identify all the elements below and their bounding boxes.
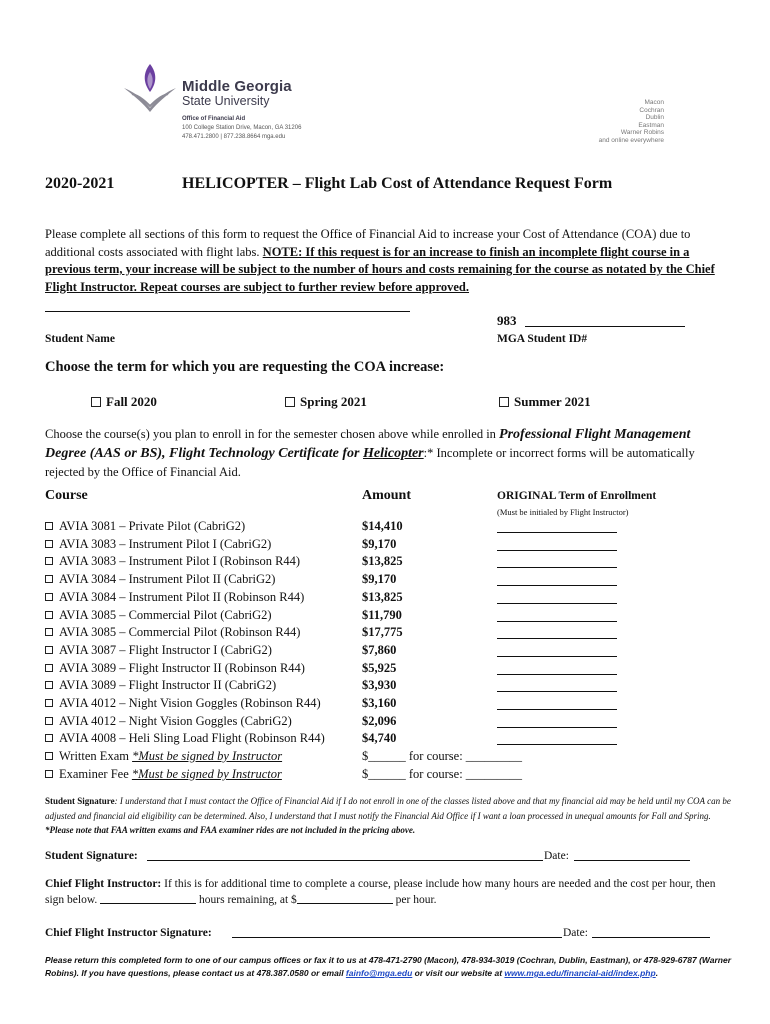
student-signature-field[interactable] [147,860,543,861]
signature-disclaimer [45,794,735,838]
website-intro-text: or visit our website at [412,968,505,978]
initials-field[interactable] [497,691,617,692]
chief-instructor-section [45,876,735,908]
checkbox[interactable] [45,699,53,707]
course-row[interactable] [45,731,325,746]
initials-field[interactable] [497,567,617,568]
chief-instructor-signature-label: Chief Flight Instructor Signature: [45,927,212,939]
checkbox[interactable] [91,397,101,407]
examiner-fee-row[interactable] [45,767,282,782]
course-label: AVIA 3087 – Flight Instructor I (CabriG2) [59,643,272,657]
examiner-fee-label: Examiner Fee [59,767,132,781]
checkbox[interactable] [45,593,53,601]
checkbox[interactable] [45,734,53,742]
program-type: Helicopter [362,446,424,461]
checkbox[interactable] [45,540,53,548]
program-name: Professional Flight Management Degree (AAS or BS), Flight Technology Certificate for [45,427,691,461]
checkbox[interactable] [45,664,53,672]
chief-instructor-signature-field[interactable] [232,937,562,938]
campus-item: Macon [644,99,664,106]
student-date-field[interactable] [574,860,690,861]
course-label: AVIA 3084 – Instrument Pilot II (CabriG2) [59,572,276,586]
course-row[interactable] [45,590,304,605]
student-name-label: Student Name [45,333,115,345]
student-name-field[interactable] [45,311,410,312]
course-amount: $3,160 [362,696,397,710]
checkbox[interactable] [45,522,53,530]
course-label: AVIA 4012 – Night Vision Goggles (Robinson R44) [59,696,321,710]
university-name: Middle Georgia [182,78,292,95]
intro-paragraph [45,226,735,296]
initials-field[interactable] [497,656,617,657]
course-amount: $5,925 [362,661,397,675]
university-subtitle: State University [182,94,270,108]
campus-item: Dublin [645,114,664,122]
examiner-fee-amount[interactable]: $______ for course: _________ [362,767,523,781]
written-exam-amount[interactable]: $______ for course: _________ [362,749,523,763]
initials-field[interactable] [497,621,617,622]
campus-list [560,99,664,145]
course-amount: $11,790 [362,608,402,622]
initials-field[interactable] [497,638,617,639]
written-exam-row[interactable] [45,749,282,764]
campus-item: Cochran [639,106,664,114]
cost-per-hour-field[interactable] [297,892,393,904]
course-row[interactable] [45,714,292,729]
course-label: AVIA 3089 – Flight Instructor II (CabriG2) [59,678,277,692]
checkbox[interactable] [45,770,53,778]
course-label: AVIA 3084 – Instrument Pilot II (Robinson R44) [59,590,305,604]
course-amount: $2,096 [362,714,397,728]
checkbox[interactable] [45,752,53,760]
course-instructions-text: Choose the course(s) you plan to enroll in for the semester chosen above while enrolled in [45,427,500,441]
course-amount: $4,740 [362,731,397,745]
course-label: AVIA 3083 – Instrument Pilot I (CabriG2) [59,537,272,551]
course-amount: $14,410 [362,519,403,533]
checkbox[interactable] [45,681,53,689]
course-label: AVIA 3083 – Instrument Pilot I (Robinson R44) [59,554,301,568]
course-row[interactable] [45,519,245,534]
checkbox[interactable] [499,397,509,407]
course-instructions-warning: :* Incomplete or incorrect forms will be automatically rejected by the Office of Financial Aid. [45,446,695,479]
chief-instructor-label: Chief Flight Instructor: [45,878,162,890]
course-label: AVIA 3085 – Commercial Pilot (CabriG2) [59,608,272,622]
course-row[interactable] [45,554,300,569]
hours-remaining-text: hours remaining, at $ [196,894,297,906]
initials-field[interactable] [497,744,617,745]
campus-item: Warner Robins [620,129,664,137]
checkbox[interactable] [45,575,53,583]
examiner-fee-note: *Must be signed by Instructor [131,767,282,781]
course-label: AVIA 3085 – Commercial Pilot (Robinson R44) [59,625,301,639]
student-id-field[interactable] [525,326,685,327]
term-option-summer[interactable] [499,394,591,410]
original-term-column-header: ORIGINAL Term of Enrollment [497,490,657,502]
course-row[interactable] [45,537,271,552]
course-label: AVIA 4012 – Night Vision Goggles (CabriG2) [59,714,292,728]
initials-field[interactable] [497,674,617,675]
campus-item: Eastman [638,121,664,129]
amount-column-header: Amount [362,488,412,503]
checkbox[interactable] [285,397,295,407]
per-hour-text: per hour. [392,894,437,906]
course-row[interactable] [45,608,272,623]
course-amount: $9,170 [362,537,397,551]
return-instructions-text: Please return this completed form to one of our campus offices or fax it to us at 478-471-2790 (Macon), 478-934-3019 (Cochran, Dublin, Eastman), or 478-929-6787 (Warner Robins). If you have questions, please contact us at 478.387.0580 or email [45,955,732,978]
student-id-prefix: 983 [497,313,517,328]
course-column-header: Course [45,488,88,503]
university-logo [120,62,180,114]
course-amount: $9,170 [362,572,397,586]
course-row[interactable] [45,661,305,676]
signature-disclaimer-label: Student Signature [45,796,115,806]
initials-field[interactable] [497,727,617,728]
initials-field[interactable] [497,709,617,710]
office-name: Office of Financial Aid [182,116,246,122]
term-label: Spring 2021 [300,394,367,409]
checkbox[interactable] [45,557,53,565]
signature-disclaimer-text: : I understand that I must contact the Office of Financial Aid if I do not enroll in one of the classes listed above and that my financial aid may be held until my COA can be adjusted and financial aid eligibility can be determined. Also, I understand that I must notify the Financial Aid Office if I want a loan processed in unequal amounts for Fall and Spring. [45,796,731,821]
initials-field[interactable] [497,585,617,586]
course-instructions [45,425,735,481]
chief-instructor-date-field[interactable] [592,937,710,938]
written-exam-note: *Must be signed by Instructor [132,749,283,763]
course-amount: $13,825 [362,590,403,604]
intro-note: NOTE: If this request is for an increase to finish an incomplete flight course in a previous term, your increase will be subject to the number of hours and costs remaining for the course as notated by the Chief Flight Instructor. Repeat courses are subject to further review before approved. [45,244,715,294]
student-signature-label: Student Signature: [45,850,138,862]
website-link[interactable]: www.mga.edu/financial-aid/index.php [504,968,656,978]
course-row[interactable] [45,625,300,640]
course-row[interactable] [45,572,275,587]
form-year: 2020-2021 [45,175,115,192]
course-label: AVIA 4008 – Heli Sling Load Flight (Robinson R44) [59,731,325,745]
term-heading: Choose the term for which you are requesting the COA increase: [45,359,445,375]
written-exam-label: Written Exam [59,749,133,763]
term-label: Summer 2021 [514,394,591,409]
course-amount: $17,775 [362,625,403,639]
office-phones: 478.471.2800 | 877.238.8664 mga.edu [182,134,286,140]
course-amount: $3,930 [362,678,397,692]
chief-instructor-text: If this is for additional time to complete a course, please include how many hours are needed and the cost per hour, then sign below. [45,878,716,906]
student-date-label: Date: [544,850,569,862]
form-title: HELICOPTER – Flight Lab Cost of Attendance Request Form [182,175,613,192]
return-instructions [45,954,735,980]
initials-field[interactable] [497,603,617,604]
signature-disclaimer-bold: *Please note that FAA written exams and FAA examiner rides are not included in the pricing above. [45,825,416,835]
original-term-subheader: (Must be initialed by Flight Instructor) [497,507,629,517]
email-link[interactable]: fainfo@mga.edu [345,968,413,978]
campus-item: and online everywhere [598,136,664,144]
student-id-label: MGA Student ID# [497,333,588,345]
torch-flame-icon [120,62,180,114]
checkbox[interactable] [45,646,53,654]
term-option-spring[interactable] [285,394,367,410]
checkbox[interactable] [45,717,53,725]
course-amount: $7,860 [362,643,397,657]
initials-field[interactable] [497,532,617,533]
office-address: 100 College Station Drive, Macon, GA 31206 [182,125,302,131]
checkbox[interactable] [45,611,53,619]
term-option-fall[interactable] [91,394,157,410]
intro-text: Please complete all sections of this form to request the Office of Financial Aid to increase your Cost of Attendance (COA) due to additional costs associated with flight labs. [45,227,691,259]
course-row[interactable] [45,696,321,711]
chief-instructor-date-label: Date: [563,927,588,939]
course-row[interactable] [45,678,276,693]
course-row[interactable] [45,643,272,658]
hours-remaining-field[interactable] [100,892,196,904]
checkbox[interactable] [45,628,53,636]
course-label: AVIA 3081 – Private Pilot (CabriG2) [59,519,246,533]
course-amount: $13,825 [362,554,403,568]
initials-field[interactable] [497,550,617,551]
course-label: AVIA 3089 – Flight Instructor II (Robinson R44) [59,661,305,675]
term-label: Fall 2020 [106,394,157,409]
footer-period: . [655,968,659,978]
